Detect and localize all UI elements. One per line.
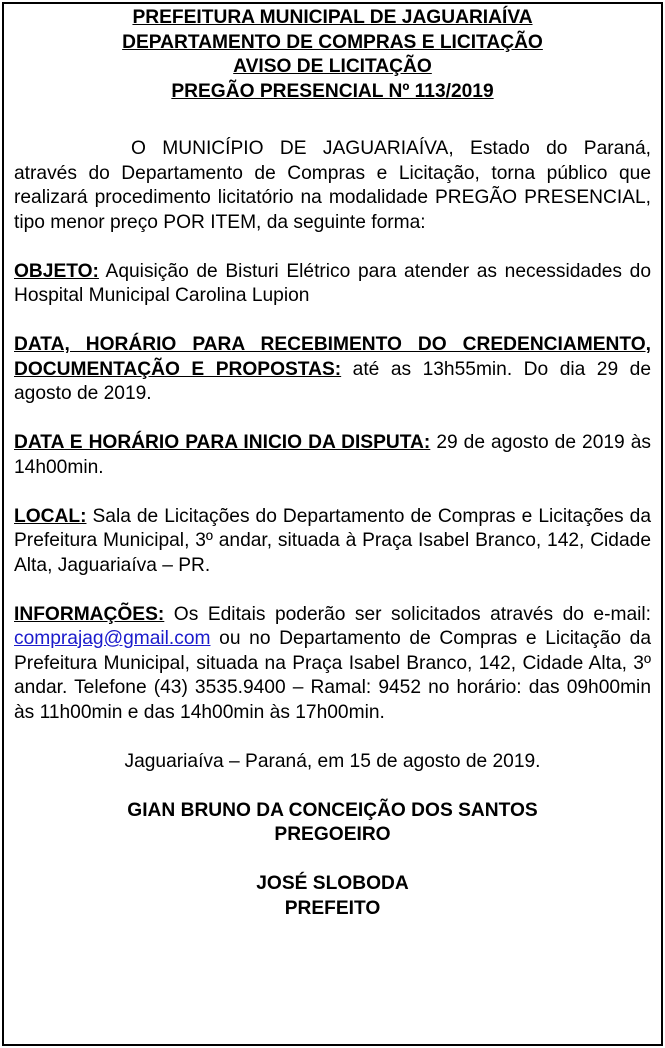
objeto-section [14,260,651,309]
notice-header [14,6,651,104]
credenciamento-text: até as 13h55min. Do dia 29 de agosto de 2019. [14,358,651,404]
licitacao-notice [14,6,651,921]
header-pregao: PREGÃO PRESENCIAL Nº 113/2019 [171,80,494,102]
local-text: Sala de Licitações do Departamento de Compras e Licitações da Prefeitura Municipal, 3º andar, situada à Praça Isabel Branco, 142, Cidade Alta, Jaguariaíva – PR. [14,505,651,576]
local-label: LOCAL: [14,505,87,527]
informacoes-text-before: Os Editais poderão ser solicitados através do e-mail: [164,603,651,625]
disputa-text: 29 de agosto de 2019 às 14h00min. [14,432,651,478]
email-link[interactable]: comprajag@gmail.com [14,628,211,649]
signature-role: PREFEITO [284,897,381,919]
disputa-section [14,431,651,480]
date-line: Jaguariaíva – Paraná, em 15 de agosto de 2019. [124,750,541,772]
signature-role: PREGOEIRO [274,824,391,845]
signature-pregoeiro [14,799,651,848]
informacoes-section [14,603,651,726]
informacoes-label: INFORMAÇÕES: [14,603,165,625]
intro-paragraph: O MUNICÍPIO DE JAGUARIAÍVA, Estado do Paraná, através do Departamento de Compras e Licitação, torna público que realizará procedimento licitatório na modalidade PREGÃO PRESENCIAL, tipo menor preço POR ITEM, da seguinte forma: [14,138,651,233]
header-aviso: AVISO DE LICITAÇÃO [233,56,432,77]
credenciamento-section [14,333,651,407]
signature-name: JOSÉ SLOBODA [256,873,409,894]
credenciamento-label: DATA, HORÁRIO PARA RECEBIMENTO DO CREDENCIAMENTO, DOCUMENTAÇÃO E PROPOSTAS: [14,334,651,380]
header-departamento: DEPARTAMENTO DE COMPRAS E LICITAÇÃO [122,31,543,53]
disputa-label: DATA E HORÁRIO PARA INICIO DA DISPUTA: [14,432,431,453]
header-prefeitura: PREFEITURA MUNICIPAL DE JAGUARIAÍVA [132,7,533,28]
objeto-text: Aquisição de Bisturi Elétrico para atender as necessidades do Hospital Municipal Carolina Lupion [14,260,651,306]
local-section [14,505,651,579]
signature-prefeito [14,872,651,921]
objeto-label: OBJETO: [14,260,99,282]
informacoes-text-after: ou no Departamento de Compras e Licitação da Prefeitura Municipal, situada na Praça Isabel Branco, 142, Cidade Alta, 3º andar. Telefone (43) 3535.9400 – Ramal: 9452 no horário: das 09h00min às 11h00min e das 14h00min às 17h00min. [14,628,651,723]
signature-name: GIAN BRUNO DA CONCEIÇÃO DOS SANTOS [127,799,538,821]
